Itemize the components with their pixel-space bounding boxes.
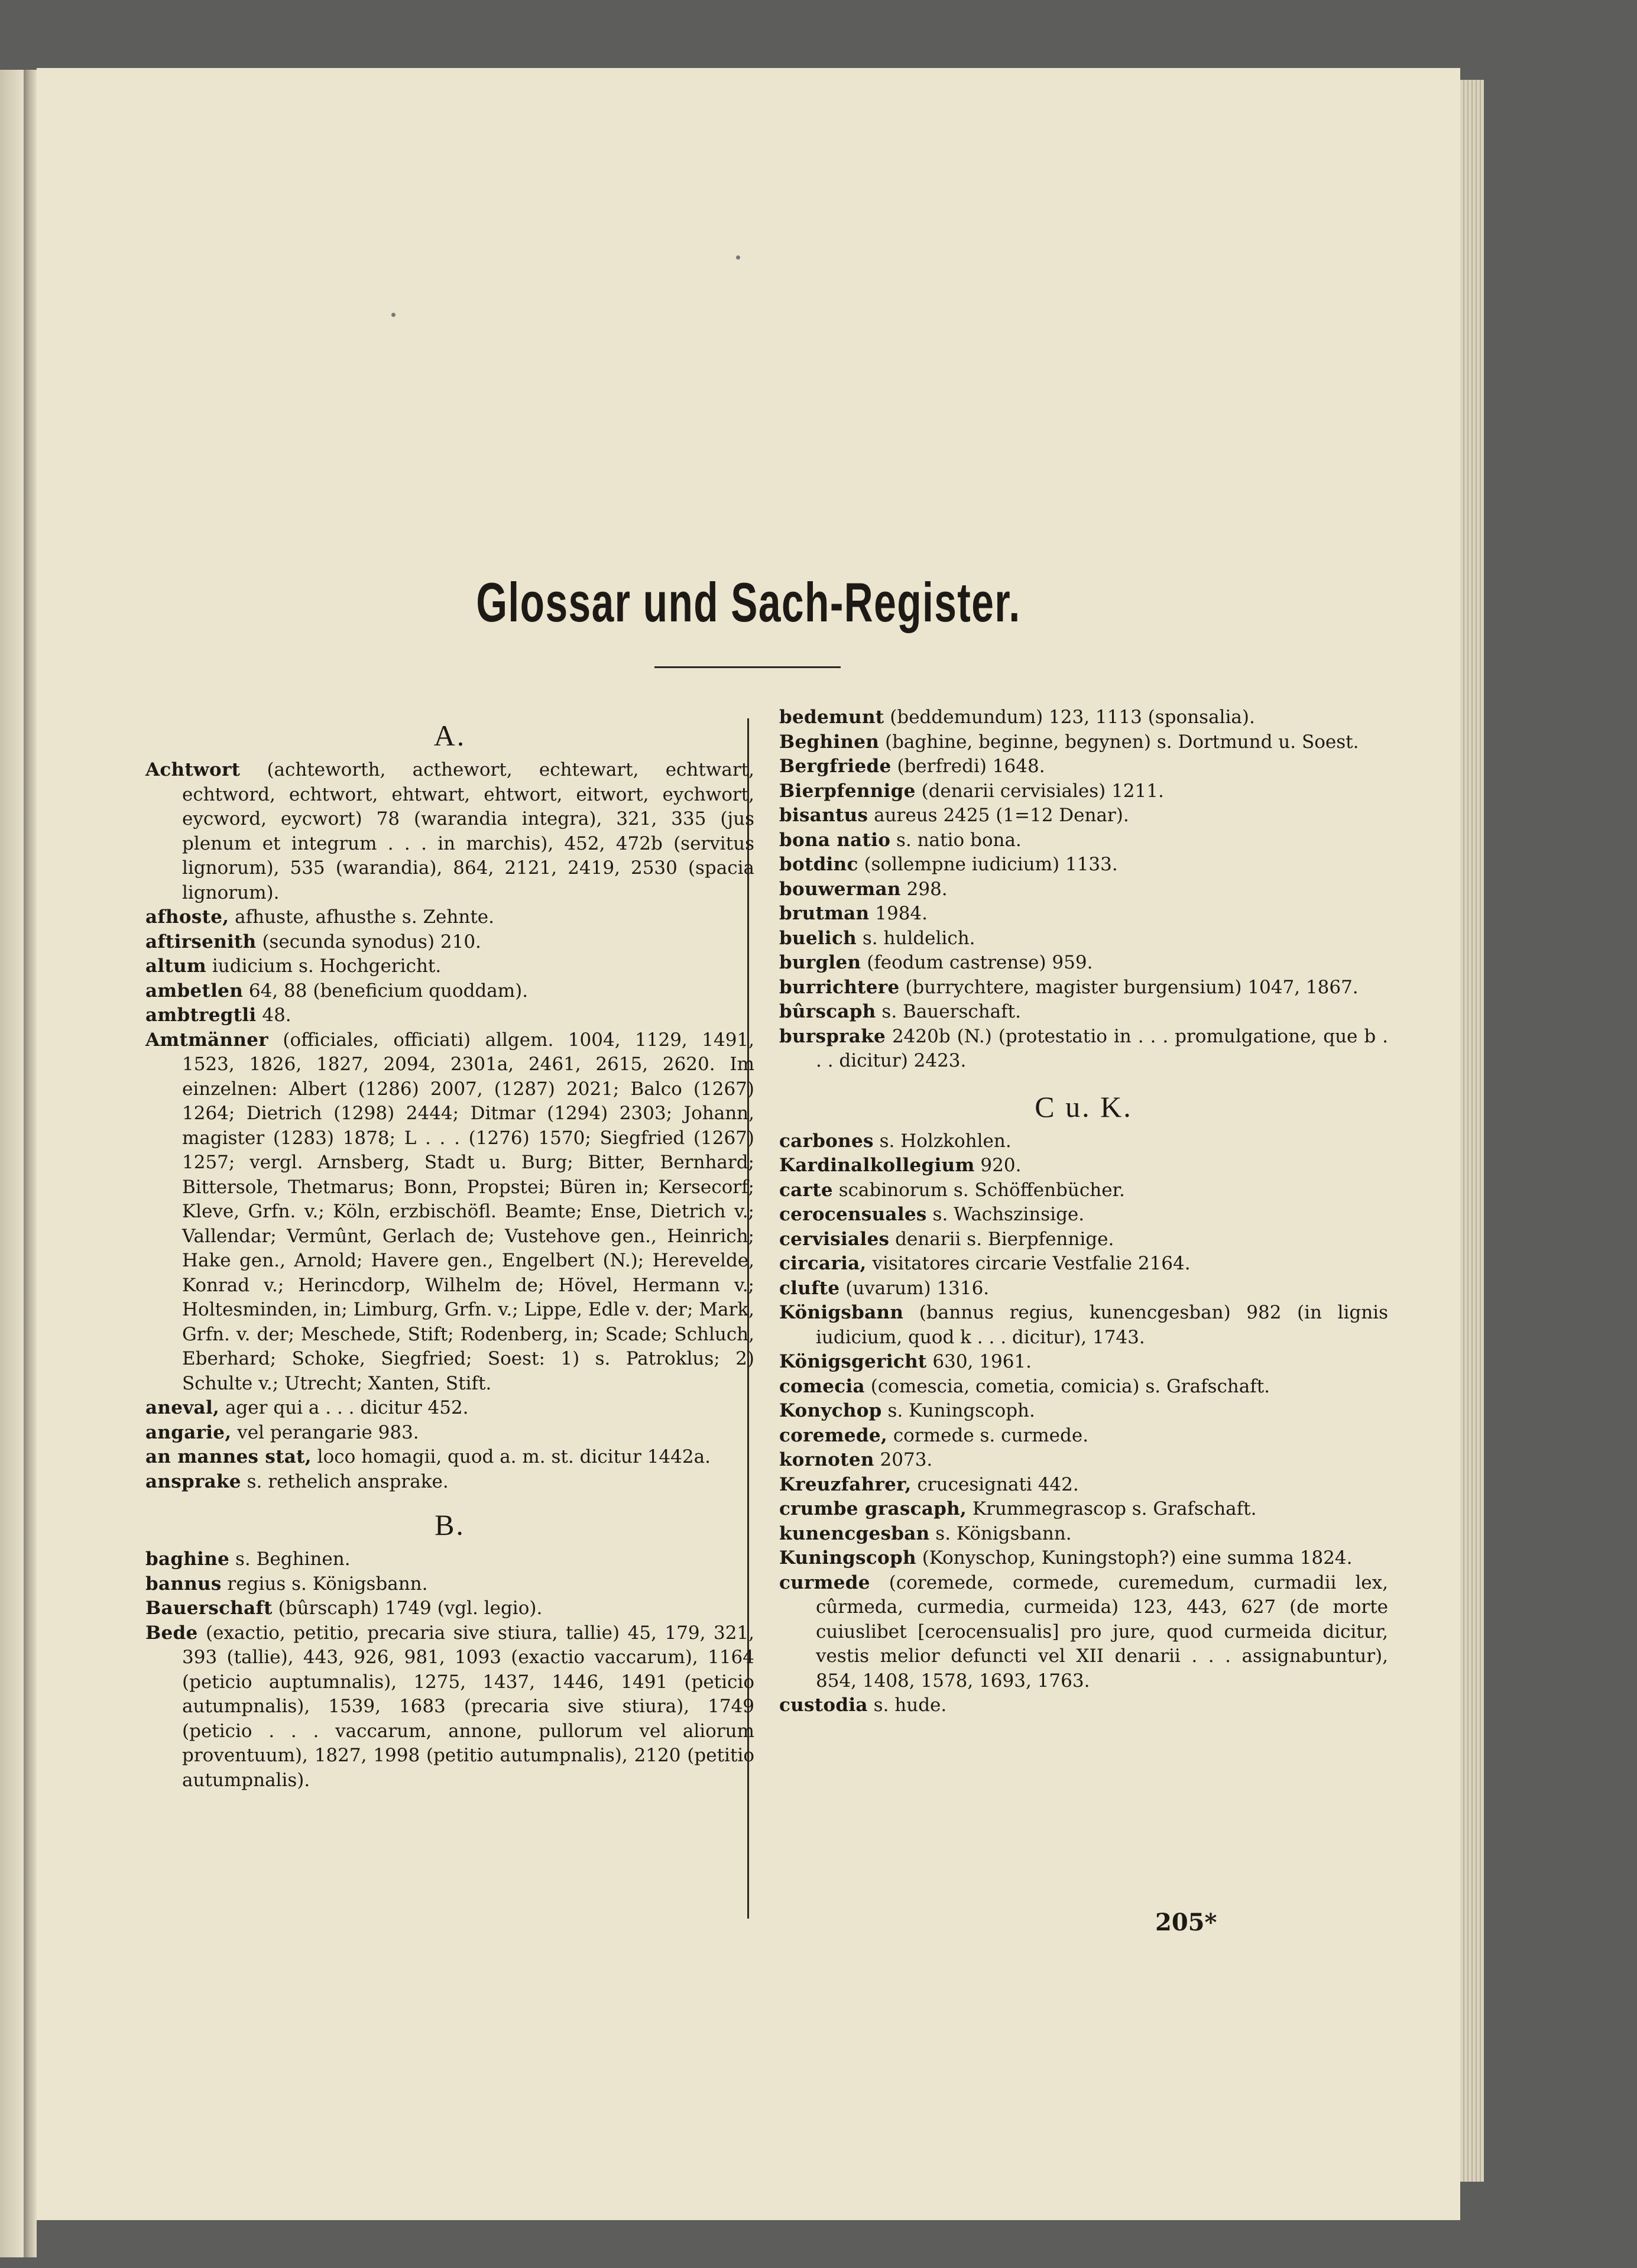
index-entry <box>779 1571 1388 1694</box>
entry-text: s. Holzkohlen. <box>873 1130 1012 1152</box>
left-column <box>145 714 754 1793</box>
index-entry <box>145 758 754 905</box>
entry-headword: an mannes stat, <box>145 1446 312 1467</box>
index-entry <box>145 1572 754 1597</box>
index-entry <box>779 705 1388 730</box>
section-b-entries-continued <box>779 705 1388 1074</box>
index-entry <box>145 979 754 1004</box>
entry-headword: kunencgesban <box>779 1522 930 1544</box>
index-entry <box>779 877 1388 902</box>
entry-text: 920. <box>974 1155 1022 1176</box>
index-entry <box>779 902 1388 926</box>
index-entry <box>145 1470 754 1495</box>
entry-headword: bona natio <box>779 829 891 851</box>
entry-headword: afhoste, <box>145 906 229 928</box>
entry-headword: Bede <box>145 1622 198 1644</box>
entry-headword: Bauerschaft <box>145 1598 273 1619</box>
entry-headword: coremede, <box>779 1424 888 1446</box>
index-entry <box>779 1424 1388 1449</box>
entry-headword: altum <box>145 955 207 977</box>
section-heading-b: B. <box>435 1508 465 1541</box>
entry-headword: baghine <box>145 1548 230 1570</box>
index-entry <box>145 1421 754 1446</box>
index-entry <box>779 803 1388 828</box>
entry-text: regius s. Königsbann. <box>221 1573 428 1595</box>
entry-text: s. rethelich ansprake. <box>241 1470 449 1492</box>
title-rule <box>654 666 841 668</box>
entry-headword: Königsgericht <box>779 1351 927 1372</box>
page-number: 205* <box>1155 1909 1217 1936</box>
section-ck-entries <box>779 1129 1388 1718</box>
entry-text: s. Kuningscoph. <box>881 1400 1035 1421</box>
entry-text: s. Beghinen. <box>229 1548 351 1570</box>
index-entry <box>779 1473 1388 1498</box>
index-entry <box>145 905 754 930</box>
index-entry <box>145 954 754 979</box>
entry-text: s. Wachszinsige. <box>926 1204 1085 1225</box>
entry-text: (berfredi) 1648. <box>891 756 1045 777</box>
entry-text: (comescia, cometia, comicia) s. Grafschaft. <box>864 1375 1270 1397</box>
entry-headword: carbones <box>779 1130 874 1152</box>
index-entry <box>779 1025 1388 1074</box>
page-title: Glossar und Sach-Register. <box>476 571 1021 633</box>
entry-text: s. hude. <box>867 1694 947 1716</box>
entry-text: (denarii cervisiales) 1211. <box>915 780 1164 802</box>
entry-text: (achteworth, acthewort, echtewart, echtwart, echtword, echtwort, ehtwart, ehtwort, eitwort, eychwort, eycword, eycwort) 78 (warandia integra), 321, 335 (jus plenum et integrum . . . in marchis), 452, 472b (servitus lignorum), 535 (warandia), 864, 2121, 2419, 2530 (spacia lignorum). <box>182 759 754 903</box>
index-entry <box>779 779 1388 804</box>
index-entry <box>779 1252 1388 1276</box>
index-entry <box>145 1003 754 1028</box>
right-column <box>779 705 1388 1718</box>
entry-text: (bannus regius, kunencgesban) 982 (in lignis iudicium, quod k . . . dicitur), 1743. <box>816 1302 1388 1348</box>
document-page <box>37 68 1460 2220</box>
entry-headword: bisantus <box>779 805 868 826</box>
entry-text: denarii s. Bierpfennige. <box>889 1228 1114 1250</box>
entry-text: (feodum castrense) 959. <box>861 952 1093 973</box>
entry-text: (exactio, petitio, precaria sive stiura, tallie) 45, 179, 321, 393 (tallie), 443, 926, 981, 1093 (exactio vaccarum), 1164 (peticio auptumnalis), 1275, 1437, 1446, 1491 (peticio autumpnalis), 1539, 1683 (precaria sive stiura), 1749 (peticio . . . vaccarum, annone, pullorum vel aliorum proventuum), 1827, 1998 (petitio autumpnalis), 2120 (petitio autumpnalis). <box>182 1622 754 1791</box>
index-entry <box>779 1227 1388 1252</box>
entry-text: scabinorum s. Schöffenbücher. <box>832 1179 1125 1201</box>
index-entry <box>779 976 1388 1000</box>
entry-headword: bûrscaph <box>779 1001 876 1022</box>
index-entry <box>779 1000 1388 1025</box>
index-entry <box>779 1350 1388 1375</box>
index-entry <box>145 1596 754 1621</box>
entry-headword: cerocensuales <box>779 1204 927 1225</box>
section-heading-a: A. <box>433 719 466 752</box>
entry-headword: bursprake <box>779 1025 886 1047</box>
index-entry <box>779 1546 1388 1571</box>
entry-text: 2073. <box>874 1449 933 1470</box>
index-entry <box>779 951 1388 976</box>
entry-headword: Bierpfennige <box>779 780 916 802</box>
entry-text: loco homagii, quod a. m. st. dicitur 1442a. <box>311 1446 711 1467</box>
entry-text: (Konyschop, Kuningstoph?) eine summa 1824. <box>916 1547 1353 1569</box>
entry-text: 630, 1961. <box>926 1351 1032 1372</box>
speck <box>736 255 740 260</box>
entry-text: 2420b (N.) (protestatio in . . . promulgatione, que b . . . dicitur) 2423. <box>816 1025 1388 1071</box>
entry-headword: Achtwort <box>145 759 241 780</box>
section-a-entries <box>145 758 754 1494</box>
entry-headword: clufte <box>779 1277 840 1299</box>
entry-text: aureus 2425 (1=12 Denar). <box>868 805 1129 826</box>
entry-headword: bedemunt <box>779 707 884 728</box>
entry-text: (bûrscaph) 1749 (vgl. legio). <box>272 1598 543 1619</box>
entry-headword: ambtregtli <box>145 1005 257 1026</box>
index-entry <box>779 1178 1388 1203</box>
entry-text: vel perangarie 983. <box>231 1421 419 1443</box>
entry-text: (secunda synodus) 210. <box>256 931 481 952</box>
entry-headword: Konychop <box>779 1400 882 1421</box>
entry-text: 64, 88 (beneficium quoddam). <box>243 980 529 1002</box>
entry-headword: angarie, <box>145 1421 232 1443</box>
entry-headword: carte <box>779 1179 833 1201</box>
index-entry <box>779 1375 1388 1399</box>
entry-headword: burrichtere <box>779 976 900 998</box>
entry-text: (beddemundum) 123, 1113 (sponsalia). <box>884 707 1255 728</box>
index-entry <box>145 1396 754 1421</box>
book-spine <box>24 70 37 2257</box>
entry-text: s. Bauerschaft. <box>876 1001 1021 1022</box>
entry-headword: Kuningscoph <box>779 1547 916 1569</box>
index-entry <box>145 1621 754 1793</box>
index-entry <box>779 1203 1388 1227</box>
index-entry <box>779 1154 1388 1178</box>
speck <box>391 313 396 317</box>
index-entry <box>779 1448 1388 1473</box>
index-entry <box>779 926 1388 951</box>
entry-text: 1984. <box>869 903 928 924</box>
index-entry <box>779 1522 1388 1547</box>
entry-text: (sollempne iudicium) 1133. <box>858 854 1118 875</box>
entry-headword: Königsbann <box>779 1302 904 1323</box>
entry-text: Krummegrascop s. Grafschaft. <box>967 1498 1257 1519</box>
index-entry <box>145 1445 754 1470</box>
index-entry <box>779 754 1388 779</box>
entry-headword: cervisiales <box>779 1228 890 1250</box>
entry-headword: brutman <box>779 903 870 924</box>
entry-headword: kornoten <box>779 1449 874 1470</box>
entry-headword: comecia <box>779 1375 865 1397</box>
entry-headword: Kreuzfahrer, <box>779 1473 912 1495</box>
entry-text: (officiales, officiati) allgem. 1004, 1129, 1491, 1523, 1826, 1827, 2094, 2301a, 2461, 2615, 2620. Im einzelnen: Albert (1286) 2007, (1287) 2021; Balco (1267) 1264; Dietrich (1298) 2444; Ditmar (1294) 2303; Johann, magister (1283) 1878; L . . . (1276) 1570; Siegfried (1267) 1257; vergl. Arnsberg, Stadt u. Burg; Bitter, Bernhard; Bittersole, Thetmarus; Bonn, Propstei; Büren in; Kersecorf; Kleve, Grfn. v.; Köln, erzbischöfl. Beamte; Ense, Dietrich v.; Vallendar; Vermûnt, Gerlach de; Vustehove gen., Heinrich; Hake gen., Arnold; Havere gen., Engelbert (N.); Herevelde, Konrad v.; Herincdorp, Wilhelm de; Hövel, Hermann v.; Holtesminden, in; Limburg, Grfn. v.; Lippe, Edle v. der; Mark, Grfn. v. der; Meschede, Stift; Rodenberg, in; Scade; Schluch, Eberhard; Schoke, Siegfried; Soest: 1) s. Patroklus; 2) Schulte v.; Utrecht; Xanten, Stift. <box>182 1029 754 1394</box>
index-entry <box>779 828 1388 853</box>
entry-headword: ambetlen <box>145 980 244 1002</box>
entry-headword: buelich <box>779 927 857 949</box>
entry-headword: aneval, <box>145 1397 220 1418</box>
entry-text: (burrychtere, magister burgensium) 1047, 1867. <box>899 976 1359 998</box>
entry-text: s. huldelich. <box>857 927 975 949</box>
entry-headword: ansprake <box>145 1470 241 1492</box>
section-b-entries <box>145 1547 754 1793</box>
entry-text: ager qui a . . . dicitur 452. <box>219 1397 469 1418</box>
index-entry <box>779 853 1388 877</box>
entry-headword: aftirsenith <box>145 931 257 952</box>
index-entry <box>779 1497 1388 1522</box>
index-entry <box>145 1547 754 1572</box>
entry-text: visitatores circarie Vestfalie 2164. <box>866 1253 1191 1274</box>
index-entry <box>779 1693 1388 1718</box>
index-entry <box>779 1276 1388 1301</box>
entry-headword: Bergfriede <box>779 756 892 777</box>
entry-text: crucesignati 442. <box>911 1473 1079 1495</box>
entry-text: afhuste, afhusthe s. Zehnte. <box>229 906 494 928</box>
entry-headword: crumbe grascaph, <box>779 1498 967 1519</box>
index-entry <box>779 730 1388 755</box>
entry-headword: custodia <box>779 1694 868 1716</box>
entry-headword: Amtmänner <box>145 1029 268 1051</box>
entry-text: iudicium s. Hochgericht. <box>206 955 442 977</box>
entry-text: s. natio bona. <box>890 829 1022 851</box>
index-entry <box>779 1301 1388 1350</box>
entry-headword: burglen <box>779 952 861 973</box>
section-heading-ck: C u. K. <box>1035 1090 1133 1123</box>
entry-text: 48. <box>256 1005 291 1026</box>
entry-headword: bannus <box>145 1573 222 1595</box>
left-page-edge <box>0 70 24 2257</box>
entry-headword: Kardinalkollegium <box>779 1155 975 1176</box>
entry-text: (uvarum) 1316. <box>839 1277 990 1299</box>
entry-text: (coremede, cormede, curemedum, curmadii lex, cûrmeda, curmedia, curmeida) 123, 443, 627 (de morte cuiuslibet [cerocensualis] pro jure, quod curmeida dicitur, vestis melior defuncti vel XII denarii . . . assignabuntur), 854, 1408, 1578, 1693, 1763. <box>816 1572 1388 1692</box>
index-entry <box>145 930 754 955</box>
page-edges <box>1460 80 1484 2182</box>
entry-headword: circaria, <box>779 1253 867 1274</box>
entry-text: (baghine, beginne, begynen) s. Dortmund u. Soest. <box>879 731 1359 753</box>
entry-headword: bouwerman <box>779 878 901 900</box>
entry-headword: curmede <box>779 1572 870 1593</box>
entry-text: cormede s. curmede. <box>887 1424 1089 1446</box>
entry-text: s. Königsbann. <box>929 1522 1072 1544</box>
entry-text: 298. <box>900 878 948 900</box>
index-entry <box>779 1129 1388 1154</box>
index-entry <box>779 1399 1388 1424</box>
entry-headword: Beghinen <box>779 731 880 753</box>
entry-headword: botdinc <box>779 854 858 875</box>
index-entry <box>145 1028 754 1397</box>
